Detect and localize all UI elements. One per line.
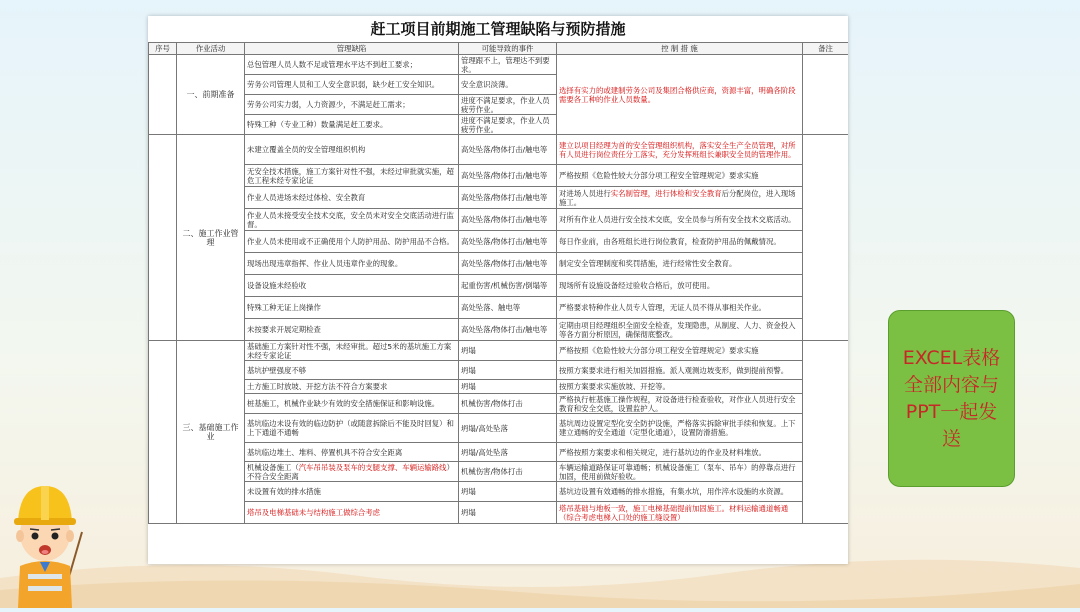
measure-cell: 基坑周边设置定型化安全防护设施，严格落实拆除审批手续和恢复。上下建立通畅的安全通道（定型化通道），设置防滑措施。 [557,414,803,443]
defect-cell: 劳务公司管理人员和工人安全意识弱，缺少赶工安全知识。 [245,75,459,95]
measure-cell: 严格执行桩基施工操作规程，对设备进行检查验收，对作业人员进行安全教育和安全交底，设置监护人。 [557,394,803,414]
measure-cell: 选择有实力的或建制劳务公司及集团合格供应商，资源丰富，明确各阶段需要各工种的作业人员数量。 [557,55,803,135]
table-row [149,319,849,341]
table-row [149,231,849,253]
measure-cell: 每日作业前，由各班组长进行岗位教育，检查防护用品的佩戴情况。 [557,231,803,253]
defect-cell: 作业人员进场未经过体检、安全教育 [245,187,459,209]
measure-cell: 严格要求特种作业人员专人管理，无证人员不得从事相关作业。 [557,297,803,319]
event-cell: 高处坠落/物体打击/触电等 [459,231,557,253]
defect-cell: 土方施工时放坡、开挖方法不符合方案要求 [245,380,459,394]
table-row [149,482,849,502]
event-cell: 坍塌/高处坠落 [459,414,557,443]
measure-text: 后分配岗位，进入现场施工。 [559,188,796,207]
measure-cell: 按照方案要求实施放坡、开挖等。 [557,380,803,394]
event-cell: 坍塌 [459,361,557,380]
table-row [149,275,849,297]
defect-cell [245,462,459,482]
header-cell: 可能导致的事件 [459,43,557,55]
activity-cell: 二、施工作业管理 [177,135,245,341]
table-row [149,380,849,394]
event-cell: 坍塌 [459,380,557,394]
measure-cell: 制定安全管理制度和奖罚措施，进行经常性安全教育。 [557,253,803,275]
table-row [149,135,849,165]
header-cell: 管理缺陷 [245,43,459,55]
table-row [149,462,849,482]
header-cell: 作业活动 [177,43,245,55]
defect-cell: 基坑临边堆土、堆料、停置机具不符合安全距离 [245,443,459,462]
header-cell: 备注 [803,43,849,55]
defect-cell: 现场出现违章指挥、作业人员违章作业的现象。 [245,253,459,275]
defect-cell: 未设置有效的排水措施 [245,482,459,502]
event-cell: 高处坠落/物体打击/触电等 [459,135,557,165]
event-cell: 高处坠落/物体打击/触电等 [459,319,557,341]
event-cell: 高处坠落/物体打击/触电等 [459,165,557,187]
table-row [149,443,849,462]
defect-cell: 基础施工方案针对性不强，未经审批。超过5米的基坑施工方案未经专家论证 [245,341,459,361]
measure-cell: 按照方案要求进行相关加固措施。派人观测边坡变形，做到提前预警。 [557,361,803,380]
event-cell: 起重伤害/机械伤害/倒塌等 [459,275,557,297]
event-cell: 坍塌 [459,482,557,502]
measure-cell: 严格按照方案要求和相关规定，进行基坑边的作业及材料堆放。 [557,443,803,462]
event-cell: 进度不满足要求，作业人员疲劳作业。 [459,115,557,135]
event-cell: 高处坠落/物体打击/触电等 [459,187,557,209]
defect-cell: 桩基施工，机械作业缺少有效的安全措施保证和影响设施。 [245,394,459,414]
event-cell: 高处坠落/物体打击/触电等 [459,253,557,275]
event-cell: 高处坠落/物体打击/触电等 [459,209,557,231]
defect-cell: 劳务公司实力弱，人力资源少，不满足赶工需求； [245,95,459,115]
defect-cell: 特殊工种无证上岗操作 [245,297,459,319]
measure-text: 对进场人员进行 [559,188,611,198]
event-cell: 坍塌/高处坠落 [459,443,557,462]
measure-cell: 严格按照《危险性较大分部分项工程安全管理规定》要求实施 [557,165,803,187]
table-header-row [149,43,849,55]
activity-cell: 三、基础施工作业 [177,341,245,524]
event-cell: 进度不满足要求，作业人员疲劳作业。 [459,95,557,115]
defect-cell: 总包管理人员人数不足或管理水平达不到赶工要求； [245,55,459,75]
measure-cell: 严格按照《危险性较大分部分项工程安全管理规定》要求实施 [557,341,803,361]
event-cell: 高处坠落、触电等 [459,297,557,319]
measure-cell: 车辆运输道路保证可靠通畅；机械设备施工（泵车、吊车）的停靠点进行加固，使用前做好验收。 [557,462,803,482]
seq-cell [149,135,177,341]
defect-text: ）不符合安全距离 [247,462,454,481]
table-row [149,341,849,361]
spreadsheet-image [148,16,848,564]
measure-cell: 塔吊基础与地板一致，施工电梯基础提前加固施工。材料运输通道畅通（综合考虑电梯入口处的施工缝设置） [557,502,803,524]
defect-highlight: 汽车吊吊装及泵车的支腿支撑、车辆运输路线 [298,462,447,472]
table-row [149,165,849,187]
header-cell: 控 制 措 施 [557,43,803,55]
measure-highlight: 实名制管理，进行体检和安全教育 [610,188,722,198]
activity-cell: 一、前期准备 [177,55,245,135]
defect-cell: 基坑护壁强度不够 [245,361,459,380]
table-row [149,414,849,443]
event-cell: 机械伤害/物体打击 [459,394,557,414]
defect-text: 机械设备施工（ [247,462,299,472]
table-row [149,361,849,380]
measure-cell: 对所有作业人员进行安全技术交底，安全员参与所有安全技术交底活动。 [557,209,803,231]
remark-cell [803,341,849,524]
defect-table [148,42,848,524]
note-text: EXCEL表格全部内容与PPT一起发送 [902,346,1001,450]
defect-cell: 塔吊及电梯基础未与结构施工做综合考虑 [245,502,459,524]
send-note-callout [888,310,1015,487]
table-row [149,209,849,231]
measure-cell: 现场所有设施设备经过验收合格后，放可使用。 [557,275,803,297]
defect-cell: 无安全技术措施，施工方案针对性不强，未经过审批就实施，超危工程未经专家论证 [245,165,459,187]
table-row [149,502,849,524]
table-row [149,394,849,414]
defect-cell: 特殊工种（专业工种）数量满足赶工要求。 [245,115,459,135]
event-cell: 安全意识淡薄。 [459,75,557,95]
measure-cell: 定期由项目经理组织全面安全检查，发现隐患，从制度、人力、资金投入等各方面分析原因，确保彻底整改。 [557,319,803,341]
event-cell: 坍塌 [459,341,557,361]
remark-cell [803,55,849,135]
remark-cell [803,135,849,341]
sheet-title: 赶工项目前期施工管理缺陷与预防措施 [370,20,626,38]
table-row [149,297,849,319]
table-row [149,55,849,75]
measure-cell: 建立以项目经理为首的安全管理组织机构，落实安全生产全员管理，对所有人员进行岗位责任分工落实，充分发挥班组长兼职安全员的管理作用。 [557,135,803,165]
table-row [149,253,849,275]
measure-cell: 基坑边设置有效通畅的排水措施，有集水坑，用作淬水设施的水资源。 [557,482,803,502]
worker-mascot-illustration [6,474,84,608]
measure-cell [557,187,803,209]
defect-cell: 作业人员未使用或不正确使用个人防护用品、防护用品不合格。 [245,231,459,253]
defect-cell: 设备设施未经验收 [245,275,459,297]
defect-cell: 未按要求开展定期检查 [245,319,459,341]
defect-cell: 作业人员未接受安全技术交底，安全员未对安全交底活动进行监督。 [245,209,459,231]
defect-cell: 未建立覆盖全员的安全管理组织机构 [245,135,459,165]
seq-cell [149,55,177,135]
event-cell: 机械伤害/物体打击 [459,462,557,482]
event-cell: 管理跟不上，管理达不到要求。 [459,55,557,75]
table-row [149,187,849,209]
header-cell: 序号 [149,43,177,55]
seq-cell [149,341,177,524]
defect-cell: 基坑临边未设有效的临边防护（或随意拆除后不能及时回复）和上下通道不通畅 [245,414,459,443]
event-cell: 坍塌 [459,502,557,524]
